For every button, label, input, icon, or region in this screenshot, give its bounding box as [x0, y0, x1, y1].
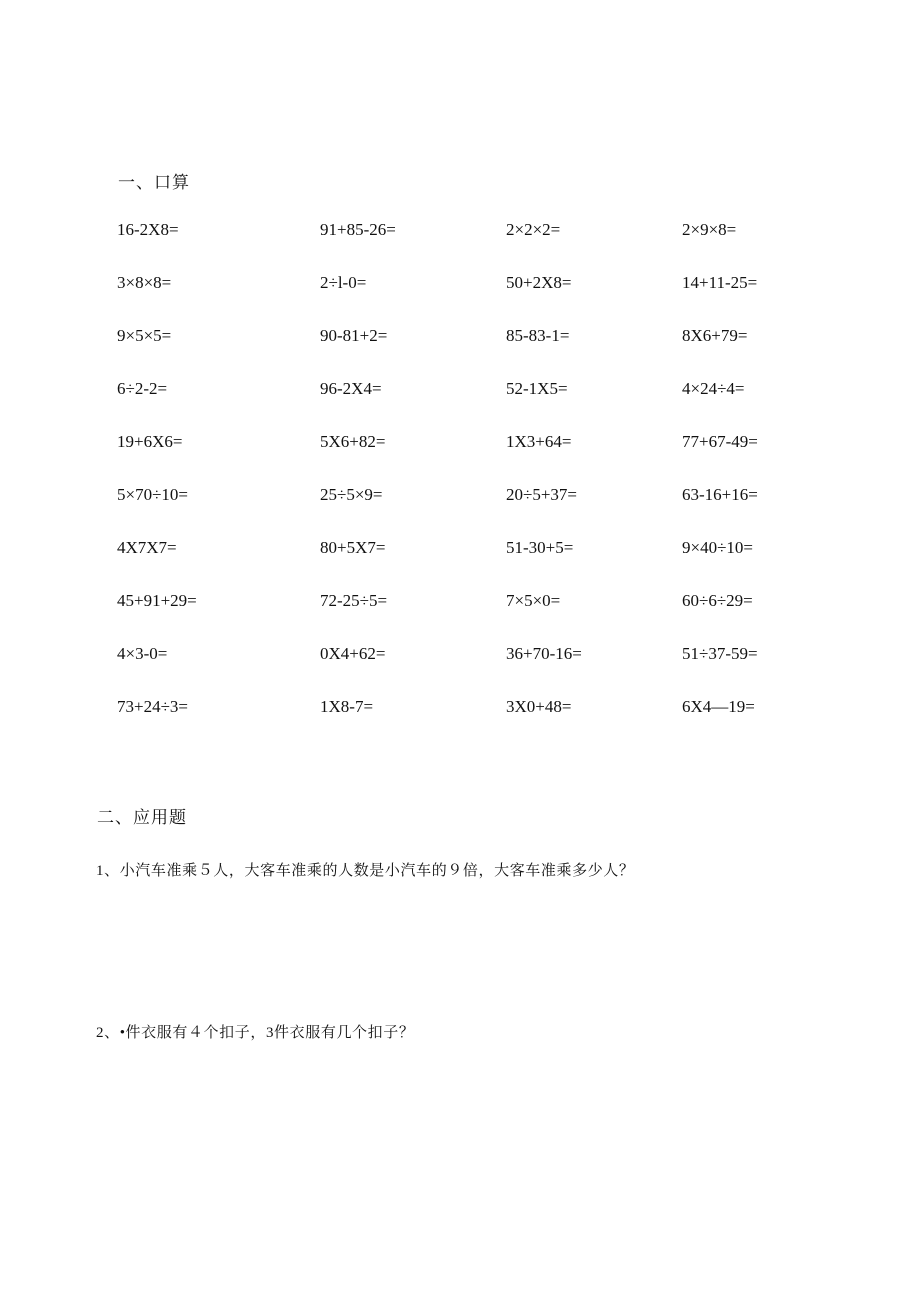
arithmetic-problem: 6÷2-2=	[117, 379, 168, 398]
arithmetic-problem: 19+6X6=	[117, 432, 183, 451]
arithmetic-problem: 3×8×8=	[117, 273, 172, 292]
arithmetic-problem: 51-30+5=	[506, 538, 574, 557]
arithmetic-problem: 4X7X7=	[117, 538, 177, 557]
arithmetic-problem: 9×40÷10=	[682, 538, 754, 557]
arithmetic-problem: 1X3+64=	[506, 432, 572, 451]
problem-row	[117, 536, 817, 589]
problem-row	[117, 695, 817, 748]
arithmetic-problem: 63-16+16=	[682, 485, 758, 504]
arithmetic-problem: 91+85-26=	[320, 220, 396, 239]
arithmetic-problem: 73+24÷3=	[117, 697, 189, 716]
arithmetic-problem: 90-81+2=	[320, 326, 388, 345]
arithmetic-problem: 1X8-7=	[320, 697, 374, 716]
arithmetic-problem: 60÷6÷29=	[682, 591, 753, 610]
arithmetic-problem: 14+11-25=	[682, 273, 758, 292]
section-title-mental-math: 一、口算	[118, 173, 190, 192]
problem-row	[117, 218, 817, 271]
arithmetic-problem: 2×2×2=	[506, 220, 561, 239]
word-problem-2: 2、•件衣服有４个扣子，3件衣服有几个扣子？	[96, 1025, 415, 1041]
arithmetic-problem: 16-2X8=	[117, 220, 179, 239]
arithmetic-problem: 25÷5×9=	[320, 485, 383, 504]
arithmetic-problem: 85-83-1=	[506, 326, 570, 345]
arithmetic-problem: 36+70-16=	[506, 644, 582, 663]
arithmetic-problem: 5X6+82=	[320, 432, 386, 451]
arithmetic-problem: 2÷l-0=	[320, 273, 367, 292]
problem-row	[117, 589, 817, 642]
mental-math-grid	[117, 218, 817, 748]
arithmetic-problem: 9×5×5=	[117, 326, 172, 345]
arithmetic-problem: 52-1X5=	[506, 379, 568, 398]
arithmetic-problem: 2×9×8=	[682, 220, 737, 239]
arithmetic-problem: 4×24÷4=	[682, 379, 745, 398]
arithmetic-problem: 72-25÷5=	[320, 591, 388, 610]
arithmetic-problem: 51÷37-59=	[682, 644, 758, 663]
problem-row	[117, 377, 817, 430]
arithmetic-problem: 80+5X7=	[320, 538, 386, 557]
arithmetic-problem: 77+67-49=	[682, 432, 758, 451]
arithmetic-problem: 4×3-0=	[117, 644, 168, 663]
arithmetic-problem: 8X6+79=	[682, 326, 748, 345]
problem-row	[117, 642, 817, 695]
arithmetic-problem: 5×70÷10=	[117, 485, 189, 504]
problem-row	[117, 430, 817, 483]
arithmetic-problem: 3X0+48=	[506, 697, 572, 716]
problem-row	[117, 324, 817, 377]
problem-row	[117, 271, 817, 324]
word-problem-1: 1、小汽车准乘５人，大客车准乘的人数是小汽车的９倍，大客车准乘多少人？	[96, 863, 635, 879]
arithmetic-problem: 0X4+62=	[320, 644, 386, 663]
problem-row	[117, 483, 817, 536]
section-title-word-problems: 二、应用题	[97, 808, 187, 827]
arithmetic-problem: 96-2X4=	[320, 379, 382, 398]
arithmetic-problem: 20÷5+37=	[506, 485, 578, 504]
arithmetic-problem: 7×5×0=	[506, 591, 561, 610]
arithmetic-problem: 45+91+29=	[117, 591, 197, 610]
arithmetic-problem: 50+2X8=	[506, 273, 572, 292]
arithmetic-problem: 6X4—19=	[682, 697, 755, 716]
